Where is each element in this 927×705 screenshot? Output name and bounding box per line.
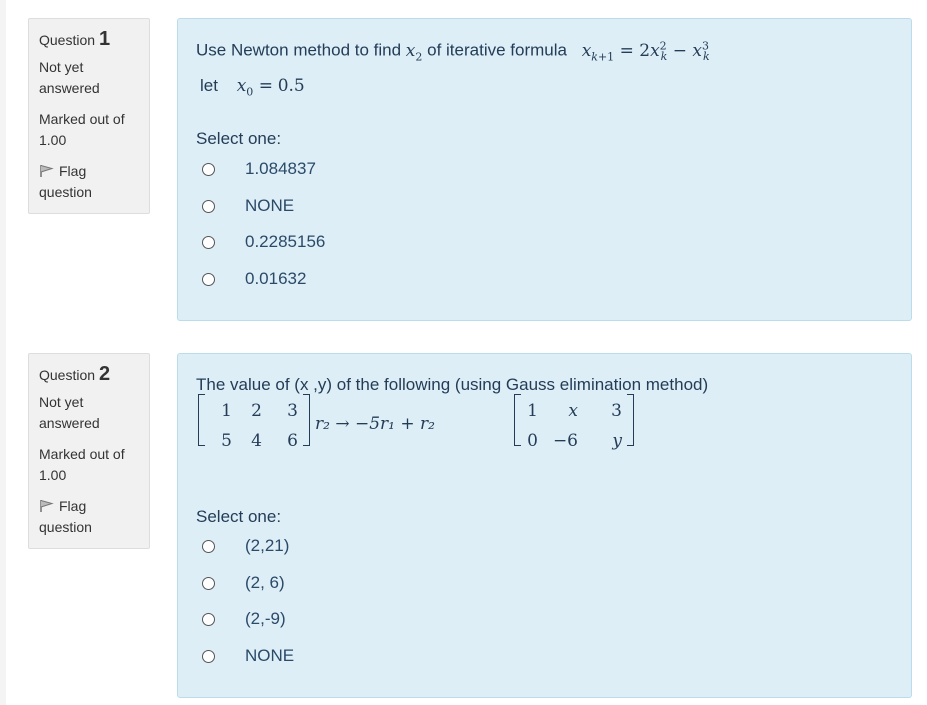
augmented-matrix-reduced (514, 396, 634, 451)
option-label: 0.2285156 (245, 232, 326, 251)
flag-question-label: Flag question (39, 498, 92, 535)
matrix-cell: 3 (287, 401, 298, 421)
matrix-cell: 3 (611, 401, 622, 421)
answer-option-1[interactable] (202, 158, 316, 180)
radio-button[interactable] (202, 540, 215, 553)
matrix-cell: −6 (552, 431, 578, 451)
matrix-cell: 0 (527, 431, 538, 451)
question-text-intro: Use Newton method to find (196, 40, 402, 60)
radio-button[interactable] (202, 613, 215, 626)
radio-button[interactable] (202, 650, 215, 663)
question-state: Not yet answered (39, 59, 100, 96)
question-number: 2 (98, 363, 111, 385)
flag-question-button[interactable] (39, 496, 139, 538)
answer-option-4[interactable] (202, 645, 294, 667)
radio-button[interactable] (202, 273, 215, 286)
matrix-cell: x (568, 401, 578, 421)
select-one-prompt: Select one: (196, 507, 282, 526)
question-text-mid: of iterative formula (427, 40, 567, 60)
let-label: let (200, 76, 218, 95)
question-1-content (177, 18, 912, 321)
matrix-cell: 5 (221, 431, 232, 451)
question-2-title (39, 364, 139, 386)
select-one-prompt: Select one: (196, 129, 282, 148)
answer-option-3[interactable] (202, 608, 286, 630)
radio-button[interactable] (202, 577, 215, 590)
flag-icon (39, 164, 55, 178)
matrix-cell: 2 (251, 401, 262, 421)
answer-option-4[interactable] (202, 268, 306, 290)
radio-button[interactable] (202, 163, 215, 176)
option-label: (2,-9) (245, 609, 286, 628)
flag-icon (39, 499, 55, 513)
matrix-cell: y (612, 431, 622, 451)
flag-question-button[interactable] (39, 161, 139, 203)
iterative-formula: $x_{k+1} = 2x^2_k - x^3_k$ (581, 39, 710, 64)
augmented-matrix-original (198, 396, 310, 451)
matrix-cell: 4 (251, 431, 262, 451)
option-label: (2, 6) (245, 573, 285, 592)
matrix-left-bracket (198, 394, 205, 446)
question-grade: Marked out of 1.00 (39, 446, 125, 483)
question-grade: Marked out of 1.00 (39, 111, 125, 148)
question-1-title (39, 29, 139, 51)
radio-button[interactable] (202, 236, 215, 249)
matrix-right-bracket (627, 394, 634, 446)
page-left-edge (0, 0, 6, 705)
option-label: 1.084837 (245, 159, 316, 178)
question-2-info (28, 353, 150, 549)
row-operation: r₂ → −5r₁ + r₂ (315, 414, 435, 434)
x0-value: 0.5 (277, 76, 305, 96)
option-label: NONE (245, 196, 295, 215)
answer-option-3[interactable] (202, 231, 325, 253)
question-label: Question (39, 32, 96, 48)
matrix-cell: 1 (221, 401, 232, 421)
question-2-text: The value of (x ,y) of the following (using Gauss elimination method) (196, 375, 709, 394)
question-number: 1 (98, 28, 111, 50)
answer-option-2[interactable] (202, 572, 285, 594)
question-1-text (196, 39, 896, 63)
matrix-right-bracket (303, 394, 310, 446)
radio-button[interactable] (202, 200, 215, 213)
matrix-left-bracket (514, 394, 521, 446)
option-label: (2,21) (245, 536, 290, 555)
option-label: 0.01632 (245, 269, 307, 288)
matrix-cell: 6 (287, 431, 298, 451)
question-2-content (177, 353, 912, 698)
initial-value (200, 76, 305, 98)
question-label: Question (39, 367, 96, 383)
x0-variable: $x_0$ = (236, 76, 273, 99)
flag-question-label: Flag question (39, 163, 92, 200)
answer-option-1[interactable] (202, 535, 289, 557)
question-1-info (28, 18, 150, 214)
question-state: Not yet answered (39, 394, 100, 431)
target-variable: $x_2$ (405, 40, 423, 64)
answer-option-2[interactable] (202, 195, 294, 217)
matrix-cell: 1 (527, 401, 538, 421)
option-label: NONE (245, 646, 295, 665)
